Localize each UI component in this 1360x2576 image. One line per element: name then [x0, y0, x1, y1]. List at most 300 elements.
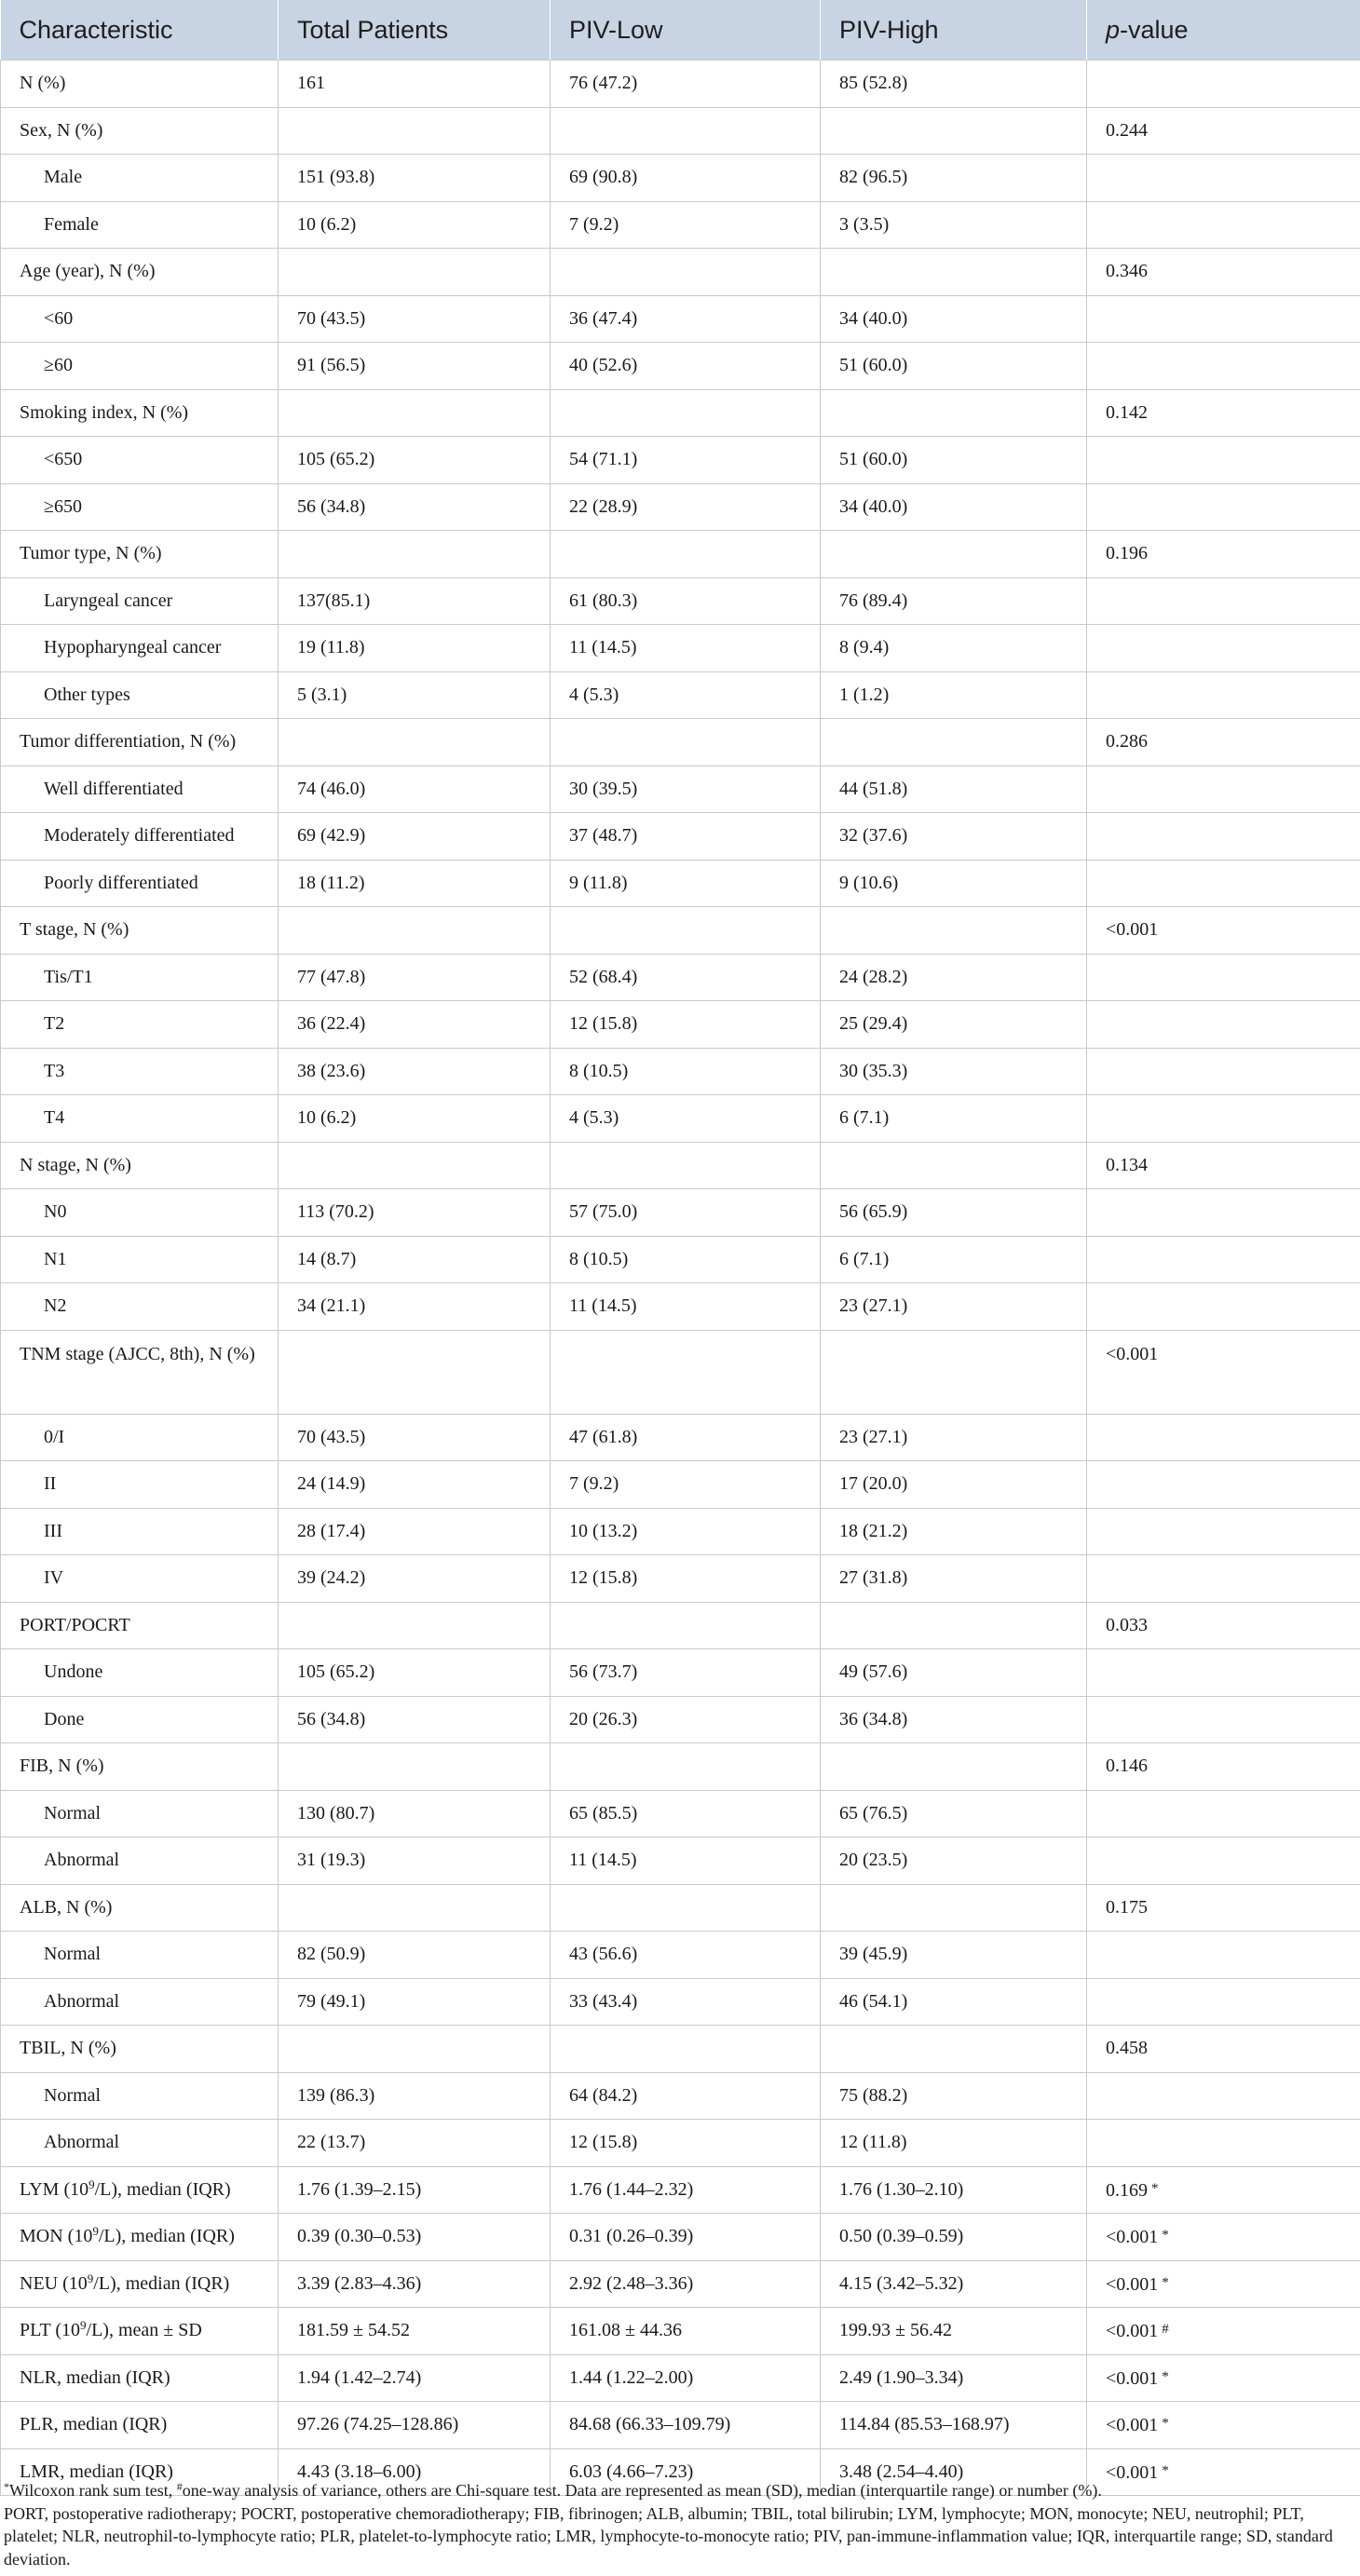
- characteristic-label: PLR, median (IQR): [20, 2414, 168, 2435]
- cell-p-value: [1087, 1884, 1360, 1932]
- table-row: [1, 1555, 1360, 1603]
- cell-p-value: [1087, 2120, 1360, 2167]
- characteristic-label: Abnormal: [44, 1850, 120, 1871]
- cell-piv-low: 52 (68.4): [551, 954, 821, 1001]
- p-value-text: 0.196: [1106, 543, 1148, 564]
- cell-total-patients: [279, 1743, 551, 1791]
- table-row: [1, 2072, 1360, 2120]
- table-row: [1, 2120, 1360, 2167]
- unit-exponent: 9: [80, 2318, 87, 2333]
- table-row: [1, 577, 1360, 625]
- cell-piv-high: 76 (89.4): [821, 577, 1087, 625]
- characteristic-label: N1: [44, 1248, 67, 1269]
- unit-exponent: 9: [88, 2176, 95, 2191]
- table-row: [1, 1649, 1360, 1697]
- cell-total-patients: 97.26 (74.25–128.86): [279, 2402, 551, 2449]
- characteristic-label: Moderately differentiated: [44, 825, 235, 847]
- cell-piv-high: 51 (60.0): [821, 437, 1087, 484]
- cell-characteristic: [1, 1189, 279, 1237]
- footnote-symbol-asterisk: *: [4, 2480, 9, 2493]
- cell-piv-low: [551, 107, 821, 155]
- table-row: [1, 813, 1360, 861]
- cell-characteristic: [1, 2402, 279, 2449]
- cell-piv-high: [821, 389, 1087, 437]
- table-row: [1, 201, 1360, 249]
- cell-characteristic: [1, 1978, 279, 2026]
- cell-piv-low: 43 (56.6): [551, 1932, 821, 1979]
- test-marker: *: [1151, 2180, 1159, 2196]
- cell-total-patients: 70 (43.5): [279, 1414, 551, 1461]
- cell-characteristic: [1, 1790, 279, 1837]
- p-value-text: <0.001: [1106, 1343, 1159, 1364]
- cell-piv-low: 22 (28.9): [551, 483, 821, 531]
- cell-total-patients: 24 (14.9): [279, 1461, 551, 1509]
- cell-piv-high: [821, 1743, 1087, 1791]
- characteristic-label: <60: [44, 307, 74, 329]
- characteristic-label-tail: /L), mean ± SD: [86, 2320, 202, 2341]
- cell-characteristic: [1, 954, 279, 1001]
- cell-p-value: [1087, 1696, 1360, 1743]
- cell-characteristic: [1, 1837, 279, 1885]
- cell-p-value: [1087, 1508, 1360, 1555]
- cell-characteristic: [1, 1649, 279, 1697]
- cell-piv-low: 61 (80.3): [551, 577, 821, 625]
- characteristic-label: NLR, median (IQR): [20, 2366, 170, 2388]
- header-characteristic: Characteristic: [1, 0, 279, 61]
- characteristic-label: Abnormal: [44, 2132, 120, 2153]
- cell-piv-low: 56 (73.7): [551, 1649, 821, 1697]
- characteristic-label: N2: [44, 1295, 67, 1317]
- cell-p-value: [1087, 671, 1360, 719]
- table-row: [1, 2026, 1360, 2073]
- characteristic-label: Tumor differentiation, N (%): [20, 731, 237, 752]
- cell-piv-low: 57 (75.0): [551, 1189, 821, 1237]
- cell-p-value: [1087, 766, 1360, 813]
- cell-piv-high: 199.93 ± 56.42: [821, 2308, 1087, 2355]
- characteristic-label: Smoking index, N (%): [20, 401, 189, 423]
- cell-piv-low: [551, 389, 821, 437]
- table-row: [1, 954, 1360, 1001]
- cell-piv-low: [551, 1884, 821, 1932]
- p-value-text: 0.169: [1106, 2179, 1148, 2201]
- cell-p-value: [1087, 2026, 1360, 2073]
- table-row: [1, 1095, 1360, 1143]
- table-row: [1, 1189, 1360, 1237]
- cell-piv-high: 0.50 (0.39–0.59): [821, 2214, 1087, 2261]
- cell-p-value: [1087, 343, 1360, 390]
- table-row: [1, 2166, 1360, 2214]
- table-row: [1, 1414, 1360, 1461]
- cell-piv-high: 1.76 (1.30–2.10): [821, 2166, 1087, 2214]
- cell-total-patients: 19 (11.8): [279, 625, 551, 672]
- cell-piv-high: 114.84 (85.53–168.97): [821, 2402, 1087, 2449]
- table-row: [1, 389, 1360, 437]
- table-row: [1, 1142, 1360, 1189]
- cell-piv-high: 27 (31.8): [821, 1555, 1087, 1603]
- cell-piv-low: 9 (11.8): [551, 860, 821, 907]
- cell-total-patients: [279, 1884, 551, 1932]
- characteristic-label: ≥650: [44, 495, 82, 517]
- cell-p-value: [1087, 2214, 1360, 2261]
- cell-piv-low: [551, 531, 821, 578]
- cell-characteristic: [1, 1743, 279, 1791]
- p-value-text: 0.346: [1106, 261, 1148, 282]
- cell-piv-high: 23 (27.1): [821, 1414, 1087, 1461]
- cell-p-value: [1087, 1142, 1360, 1189]
- table-row: [1, 1696, 1360, 1743]
- cell-characteristic: [1, 61, 279, 108]
- cell-total-patients: 4.43 (3.18–6.00): [279, 2448, 551, 2496]
- cell-total-patients: 36 (22.4): [279, 1001, 551, 1049]
- cell-piv-high: 6 (7.1): [821, 1236, 1087, 1283]
- cell-total-patients: 105 (65.2): [279, 1649, 551, 1697]
- cell-p-value: [1087, 1555, 1360, 1603]
- cell-piv-low: 8 (10.5): [551, 1048, 821, 1095]
- table-row: [1, 1236, 1360, 1283]
- header-row: [1, 0, 1360, 61]
- cell-characteristic: [1, 860, 279, 907]
- cell-characteristic: [1, 1508, 279, 1555]
- cell-characteristic: [1, 1330, 279, 1414]
- table-row: [1, 2354, 1360, 2402]
- cell-total-patients: [279, 1142, 551, 1189]
- cell-piv-low: [551, 249, 821, 296]
- table-row: [1, 1932, 1360, 1979]
- characteristic-label: T2: [44, 1013, 65, 1035]
- cell-p-value: [1087, 1414, 1360, 1461]
- cell-piv-high: 49 (57.6): [821, 1649, 1087, 1697]
- cell-characteristic: [1, 2120, 279, 2167]
- characteristic-label: Tis/T1: [44, 966, 93, 987]
- cell-p-value: [1087, 2166, 1360, 2214]
- cell-piv-low: [551, 1602, 821, 1649]
- characteristic-label: Normal: [44, 2084, 102, 2106]
- cell-piv-low: 7 (9.2): [551, 201, 821, 249]
- table-header: [1, 0, 1360, 61]
- table-row: [1, 719, 1360, 766]
- cell-total-patients: 31 (19.3): [279, 1837, 551, 1885]
- characteristic-label: MON (10: [20, 2226, 93, 2247]
- cell-piv-low: 11 (14.5): [551, 1837, 821, 1885]
- characteristic-label: T3: [44, 1060, 65, 1081]
- characteristic-label: N stage, N (%): [20, 1154, 131, 1175]
- cell-p-value: [1087, 2308, 1360, 2355]
- cell-p-value: [1087, 577, 1360, 625]
- characteristic-label: 0/I: [44, 1426, 65, 1447]
- table-row: [1, 107, 1360, 155]
- cell-p-value: [1087, 61, 1360, 108]
- cell-total-patients: 0.39 (0.30–0.53): [279, 2214, 551, 2261]
- cell-total-patients: 5 (3.1): [279, 671, 551, 719]
- cell-piv-high: 25 (29.4): [821, 1001, 1087, 1049]
- cell-piv-high: 17 (20.0): [821, 1461, 1087, 1509]
- header-p-italic: p: [1106, 15, 1121, 44]
- cell-characteristic: [1, 531, 279, 578]
- cell-piv-high: 65 (76.5): [821, 1790, 1087, 1837]
- characteristic-label: T stage, N (%): [20, 919, 129, 941]
- cell-total-patients: 28 (17.4): [279, 1508, 551, 1555]
- characteristic-label: Normal: [44, 1802, 102, 1824]
- cell-piv-low: 40 (52.6): [551, 343, 821, 390]
- cell-total-patients: 74 (46.0): [279, 766, 551, 813]
- p-value-text: 0.033: [1106, 1614, 1148, 1635]
- footnote-text-1: Wilcoxon rank sum test,: [9, 2481, 177, 2500]
- table-row: [1, 1602, 1360, 1649]
- cell-piv-high: [821, 1884, 1087, 1932]
- cell-total-patients: 39 (24.2): [279, 1555, 551, 1603]
- cell-characteristic: [1, 2072, 279, 2120]
- cell-characteristic: [1, 389, 279, 437]
- characteristic-label: Well differentiated: [44, 778, 184, 799]
- cell-piv-high: [821, 719, 1087, 766]
- cell-p-value: [1087, 1649, 1360, 1697]
- cell-p-value: [1087, 2260, 1360, 2308]
- cell-characteristic: [1, 907, 279, 955]
- cell-p-value: [1087, 1461, 1360, 1509]
- cell-total-patients: [279, 2026, 551, 2073]
- cell-piv-high: 32 (37.6): [821, 813, 1087, 861]
- cell-p-value: [1087, 107, 1360, 155]
- cell-piv-low: 30 (39.5): [551, 766, 821, 813]
- header-piv-high: PIV-High: [821, 0, 1087, 61]
- table-row: [1, 1884, 1360, 1932]
- footnote-text-2: one-way analysis of variance, others are Chi-square test. Data are represented as mean (SD), median (interquartile range) or number (%).: [182, 2481, 1102, 2500]
- cell-total-patients: 137(85.1): [279, 577, 551, 625]
- cell-piv-low: 76 (47.2): [551, 61, 821, 108]
- table-row: [1, 1978, 1360, 2026]
- p-value-text: 0.286: [1106, 731, 1148, 752]
- cell-total-patients: 14 (8.7): [279, 1236, 551, 1283]
- characteristic-label-tail: /L), median (IQR): [98, 2226, 235, 2247]
- cell-total-patients: [279, 1330, 551, 1414]
- cell-characteristic: [1, 1236, 279, 1283]
- characteristic-label: Tumor type, N (%): [20, 543, 162, 564]
- cell-piv-low: 64 (84.2): [551, 2072, 821, 2120]
- test-marker: #: [1162, 2322, 1169, 2338]
- header-p-suffix: -value: [1120, 15, 1189, 44]
- cell-piv-low: 84.68 (66.33–109.79): [551, 2402, 821, 2449]
- cell-piv-low: 54 (71.1): [551, 437, 821, 484]
- cell-piv-high: [821, 1142, 1087, 1189]
- cell-piv-high: 18 (21.2): [821, 1508, 1087, 1555]
- cell-total-patients: 79 (49.1): [279, 1978, 551, 2026]
- cell-p-value: [1087, 719, 1360, 766]
- test-marker: *: [1162, 2462, 1169, 2478]
- cell-total-patients: 22 (13.7): [279, 2120, 551, 2167]
- cell-piv-high: 85 (52.8): [821, 61, 1087, 108]
- test-marker: *: [1162, 2274, 1169, 2290]
- cell-p-value: [1087, 1790, 1360, 1837]
- cell-p-value: [1087, 201, 1360, 249]
- cell-characteristic: [1, 1884, 279, 1932]
- cell-total-patients: [279, 389, 551, 437]
- cell-total-patients: [279, 107, 551, 155]
- cell-piv-low: [551, 907, 821, 955]
- cell-p-value: [1087, 531, 1360, 578]
- cell-piv-high: [821, 249, 1087, 296]
- cell-piv-low: 6.03 (4.66–7.23): [551, 2448, 821, 2496]
- cell-characteristic: [1, 1555, 279, 1603]
- cell-p-value: [1087, 907, 1360, 955]
- footnote-abbreviations: PORT, postoperative radiotherapy; POCRT, postoperative chemoradiotherapy; FIB, fibrinogen; ALB, albumin; TBIL, total bilirubin; LYM, lymphocyte; MON, monocyte; NEU, neutrophil; PLT, platelet; NLR, neutrophil-to-lymphocyte ratio; PLR, platelet-to-lymphocyte ratio; LMR, lymphocyte-to-monocyte ratio; PIV, pan-immune-inflammation value; IQR, interquartile range; SD, standard deviation.: [4, 2503, 1333, 2569]
- table-row: [1, 766, 1360, 813]
- cell-characteristic: [1, 249, 279, 296]
- table-row: [1, 1001, 1360, 1049]
- characteristic-label-tail: /L), median (IQR): [94, 2178, 231, 2200]
- cell-p-value: [1087, 2072, 1360, 2120]
- cell-total-patients: 18 (11.2): [279, 860, 551, 907]
- cell-characteristic: [1, 483, 279, 531]
- cell-total-patients: [279, 907, 551, 955]
- table-row: [1, 2260, 1360, 2308]
- cell-piv-high: [821, 107, 1087, 155]
- characteristic-label: Normal: [44, 1944, 102, 1965]
- cell-piv-low: [551, 1330, 821, 1414]
- p-value-text: <0.001: [1106, 919, 1159, 941]
- table-row: [1, 483, 1360, 531]
- cell-piv-low: 8 (10.5): [551, 1236, 821, 1283]
- cell-piv-high: 44 (51.8): [821, 766, 1087, 813]
- cell-piv-high: 39 (45.9): [821, 1932, 1087, 1979]
- cell-characteristic: [1, 813, 279, 861]
- table-row: [1, 1790, 1360, 1837]
- characteristic-label: ALB, N (%): [20, 1896, 113, 1918]
- cell-piv-low: [551, 1743, 821, 1791]
- characteristic-label: Male: [44, 167, 83, 188]
- cell-total-patients: 10 (6.2): [279, 1095, 551, 1143]
- cell-characteristic: [1, 1414, 279, 1461]
- characteristic-label: N0: [44, 1201, 67, 1223]
- characteristic-label: LYM (10: [20, 2178, 89, 2200]
- cell-total-patients: 70 (43.5): [279, 295, 551, 343]
- cell-characteristic: [1, 1461, 279, 1509]
- characteristic-label: Age (year), N (%): [20, 261, 156, 282]
- table-row: [1, 2308, 1360, 2355]
- characteristic-label: Hypopharyngeal cancer: [44, 637, 222, 658]
- characteristic-label: Laryngeal cancer: [44, 590, 173, 611]
- table-row: [1, 61, 1360, 108]
- cell-piv-low: 12 (15.8): [551, 2120, 821, 2167]
- cell-total-patients: 105 (65.2): [279, 437, 551, 484]
- cell-total-patients: 77 (47.8): [279, 954, 551, 1001]
- table-row: [1, 1330, 1360, 1414]
- cell-total-patients: 56 (34.8): [279, 483, 551, 531]
- characteristic-label: LMR, median (IQR): [20, 2461, 173, 2482]
- header-p-value: [1087, 0, 1360, 61]
- cell-p-value: [1087, 1837, 1360, 1885]
- cell-piv-low: 4 (5.3): [551, 1095, 821, 1143]
- cell-characteristic: [1, 107, 279, 155]
- p-value-text: 0.458: [1106, 2038, 1148, 2059]
- cell-p-value: [1087, 295, 1360, 343]
- characteristic-label: III: [44, 1520, 62, 1541]
- header-piv-low: PIV-Low: [551, 0, 821, 61]
- table-row: [1, 860, 1360, 907]
- characteristic-label: Female: [44, 213, 99, 235]
- characteristic-label: Poorly differentiated: [44, 872, 198, 893]
- cell-piv-low: 20 (26.3): [551, 1696, 821, 1743]
- cell-piv-low: 1.44 (1.22–2.00): [551, 2354, 821, 2402]
- cell-piv-low: 65 (85.5): [551, 1790, 821, 1837]
- cell-p-value: [1087, 813, 1360, 861]
- table-row: [1, 1508, 1360, 1555]
- cell-p-value: [1087, 1330, 1360, 1414]
- cell-piv-low: 33 (43.4): [551, 1978, 821, 2026]
- table-row: [1, 531, 1360, 578]
- table-row: [1, 907, 1360, 955]
- p-value-text: <0.001: [1106, 2227, 1159, 2248]
- cell-total-patients: 82 (50.9): [279, 1932, 551, 1979]
- cell-characteristic: [1, 2260, 279, 2308]
- characteristic-label: T4: [44, 1107, 65, 1129]
- table-row: [1, 295, 1360, 343]
- cell-piv-low: 12 (15.8): [551, 1555, 821, 1603]
- cell-piv-high: 8 (9.4): [821, 625, 1087, 672]
- cell-p-value: [1087, 1602, 1360, 1649]
- cell-piv-low: 69 (90.8): [551, 155, 821, 202]
- cell-characteristic: [1, 437, 279, 484]
- characteristic-label: PORT/POCRT: [20, 1614, 130, 1635]
- characteristic-label: <650: [44, 449, 83, 470]
- cell-characteristic: [1, 719, 279, 766]
- cell-total-patients: [279, 531, 551, 578]
- cell-piv-high: 75 (88.2): [821, 2072, 1087, 2120]
- table-body: [1, 61, 1360, 2496]
- cell-piv-high: 4.15 (3.42–5.32): [821, 2260, 1087, 2308]
- cell-piv-high: 23 (27.1): [821, 1283, 1087, 1331]
- cell-piv-high: 12 (11.8): [821, 2120, 1087, 2167]
- table-row: [1, 1837, 1360, 1885]
- cell-piv-high: 20 (23.5): [821, 1837, 1087, 1885]
- cell-piv-low: 1.76 (1.44–2.32): [551, 2166, 821, 2214]
- cell-piv-high: 51 (60.0): [821, 343, 1087, 390]
- table-row: [1, 2214, 1360, 2261]
- cell-piv-high: [821, 1602, 1087, 1649]
- cell-piv-low: 47 (61.8): [551, 1414, 821, 1461]
- cell-total-patients: [279, 719, 551, 766]
- cell-p-value: [1087, 437, 1360, 484]
- cell-characteristic: [1, 1142, 279, 1189]
- table-row: [1, 2402, 1360, 2449]
- cell-piv-low: 11 (14.5): [551, 1283, 821, 1331]
- cell-p-value: [1087, 1236, 1360, 1283]
- cell-total-patients: 161: [279, 61, 551, 108]
- cell-piv-high: [821, 907, 1087, 955]
- cell-p-value: [1087, 1048, 1360, 1095]
- cell-p-value: [1087, 1932, 1360, 1979]
- cell-characteristic: [1, 1048, 279, 1095]
- cell-p-value: [1087, 625, 1360, 672]
- table-row: [1, 249, 1360, 296]
- p-value-text: 0.175: [1106, 1896, 1148, 1918]
- characteristic-label: Done: [44, 1708, 85, 1729]
- cell-piv-high: 34 (40.0): [821, 483, 1087, 531]
- characteristic-label: Sex, N (%): [20, 119, 103, 141]
- cell-characteristic: [1, 295, 279, 343]
- p-value-text: <0.001: [1106, 2367, 1159, 2389]
- cell-total-patients: 34 (21.1): [279, 1283, 551, 1331]
- cell-piv-low: 7 (9.2): [551, 1461, 821, 1509]
- cell-total-patients: 69 (42.9): [279, 813, 551, 861]
- cell-p-value: [1087, 1189, 1360, 1237]
- table-row: [1, 343, 1360, 390]
- cell-characteristic: [1, 671, 279, 719]
- p-value-text: 0.134: [1106, 1154, 1148, 1175]
- cell-piv-low: 36 (47.4): [551, 295, 821, 343]
- cell-piv-low: 161.08 ± 44.36: [551, 2308, 821, 2355]
- cell-characteristic: [1, 2166, 279, 2214]
- characteristic-label: N (%): [20, 73, 66, 94]
